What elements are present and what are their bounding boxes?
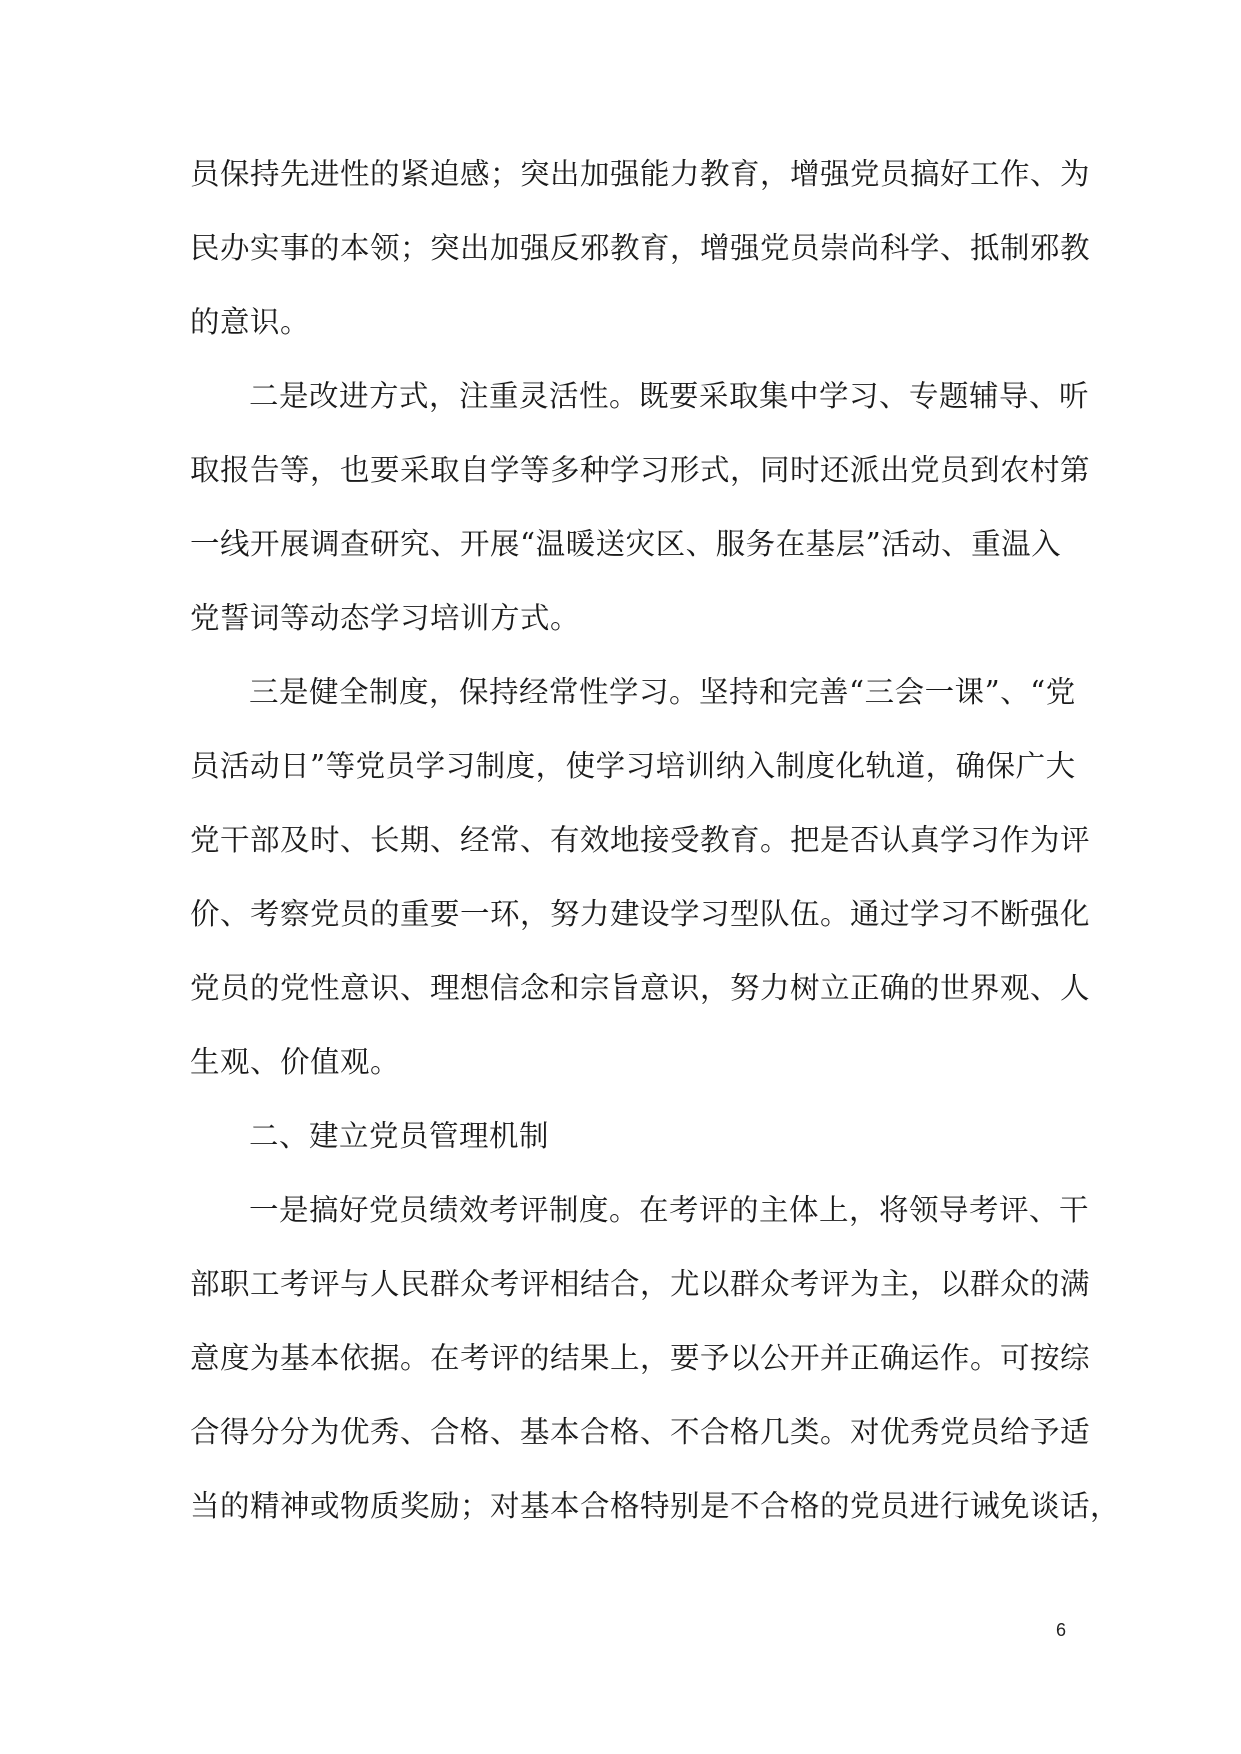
text-line: 当的精神或物质奖励；对基本合格特别是不合格的党员进行诫免谈话， bbox=[190, 1489, 1121, 1523]
text-line: 党誓词等动态学习培训方式。 bbox=[190, 601, 581, 635]
paragraph-start-line: 二是改进方式，注重灵活性。既要采取集中学习、专题辅导、听 bbox=[249, 379, 1090, 413]
text-line: 员活动日”等党员学习制度，使学习培训纳入制度化轨道，确保广大 bbox=[190, 749, 1076, 783]
page-number: 6 bbox=[1055, 1620, 1066, 1640]
text-line: 取报告等，也要采取自学等多种学习形式，同时还派出党员到农村第 bbox=[190, 453, 1091, 487]
text-line: 意度为基本依据。在考评的结果上，要予以公开并正确运作。可按综 bbox=[190, 1341, 1091, 1375]
text-line: 一线开展调查研究、开展“温暖送灾区、服务在基层”活动、重温入 bbox=[190, 527, 1062, 561]
text-line: 的意识。 bbox=[190, 305, 311, 339]
text-line: 党员的党性意识、理想信念和宗旨意识，努力树立正确的世界观、人 bbox=[190, 971, 1091, 1005]
document-body bbox=[190, 148, 1121, 1554]
text-line: 合得分分为优秀、合格、基本合格、不合格几类。对优秀党员给予适 bbox=[190, 1415, 1091, 1449]
text-line: 生观、价值观。 bbox=[190, 1045, 401, 1079]
paragraph-start-line: 一是搞好党员绩效考评制度。在考评的主体上，将领导考评、干 bbox=[249, 1193, 1090, 1227]
paragraph-start-line: 三是健全制度，保持经常性学习。坚持和完善“三会一课”、“党 bbox=[249, 675, 1076, 709]
text-line: 民办实事的本领；突出加强反邪教育，增强党员崇尚科学、抵制邪教 bbox=[190, 231, 1091, 265]
text-line: 价、考察党员的重要一环，努力建设学习型队伍。通过学习不断强化 bbox=[190, 897, 1091, 931]
text-line: 部职工考评与人民群众考评相结合，尤以群众考评为主，以群众的满 bbox=[190, 1267, 1091, 1301]
text-line: 员保持先进性的紧迫感；突出加强能力教育，增强党员搞好工作、为 bbox=[190, 157, 1091, 191]
section-heading: 二、建立党员管理机制 bbox=[249, 1119, 550, 1153]
text-line: 党干部及时、长期、经常、有效地接受教育。把是否认真学习作为评 bbox=[190, 823, 1091, 857]
